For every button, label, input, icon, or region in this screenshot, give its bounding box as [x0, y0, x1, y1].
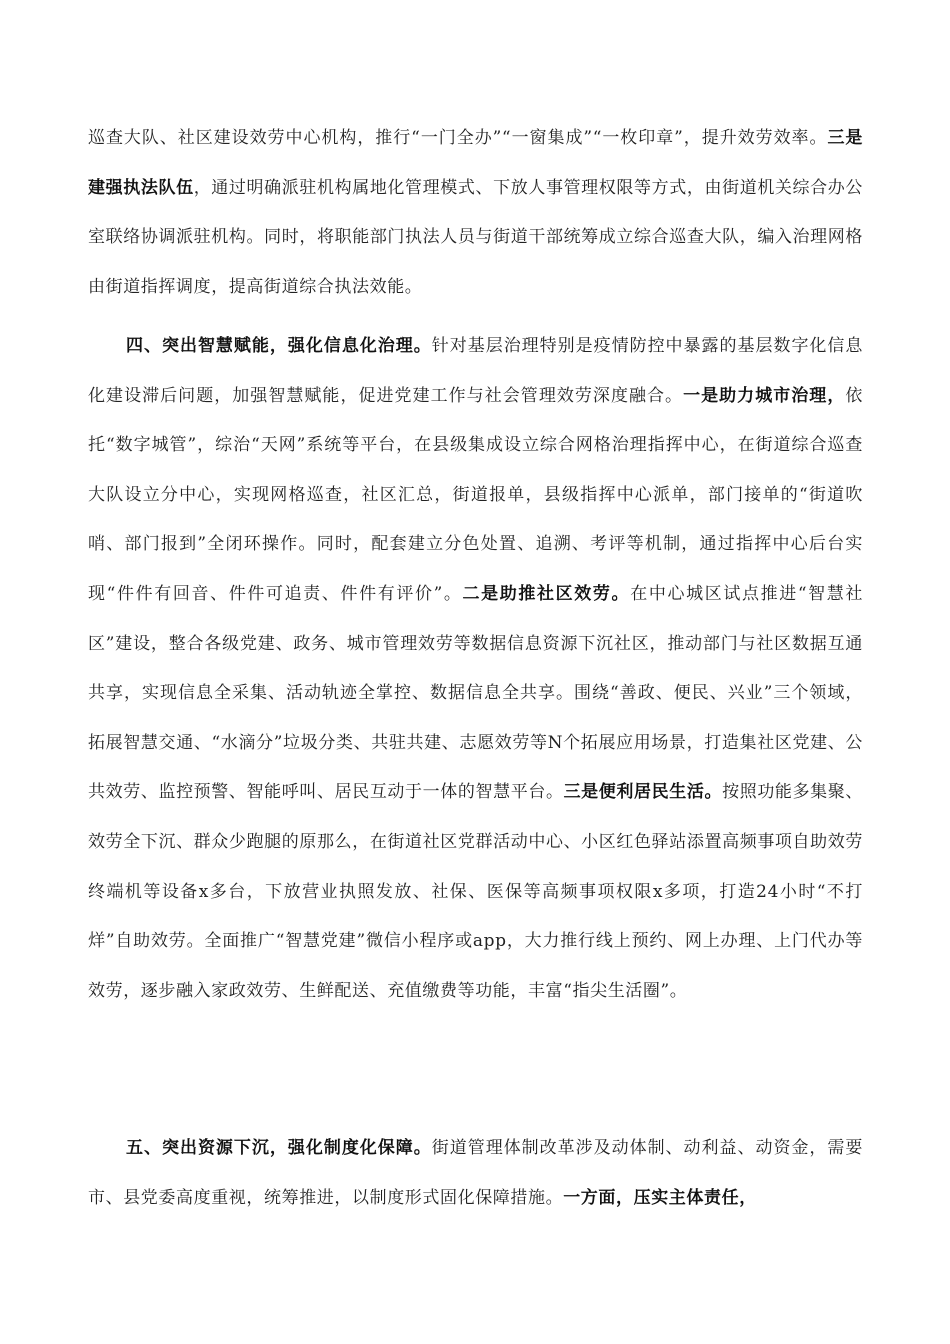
paragraph-text: 依托“数字城管”，综治“天网”系统等平台，在县级集成设立综合网格治理指挥中心，在街道综合巡查大队设立分中心，实现网格巡查，社区汇总，街道报单，县级指挥中心派单，部门接单的“街道吹哨、部门报到”全闭环操作。同时，配套建立分色处置、追溯、考评等机制，通过指挥中心后台实现“件件有回音、件件可追责、件件有评价”。: [88, 385, 863, 604]
bold-heading: 三是建强执法队伍: [88, 128, 864, 198]
paragraph-text: 针对基层治理特别是疫情防控中暴露的基层数字化信息化建设滞后问题，加强智慧赋能，促进党建工作与社会管理效劳深度融合。: [88, 336, 863, 406]
paragraph-text: ，通过明确派驻机构属地化管理模式、下放人事管理权限等方式，由街道机关综合办公室联络协调派驻机构。同时，将职能部门执法人员与街道干部统筹成立综合巡查大队，编入治理网格由街道指挥调度，提高街道综合执法效能。: [88, 177, 863, 297]
paragraph-smart-empowerment: [88, 322, 863, 1016]
section-heading: 四、突出智慧赋能，强化信息化治理。: [126, 336, 432, 356]
bold-heading: 三是便利居民生活。: [563, 782, 723, 803]
paragraph-text: 按照功能多集聚、效劳全下沉、群众少跑腿的原那么，在街道社区党群活动中心、小区红色驿站添置高频事项自助效劳终端机等设备x多台，下放营业执照发放、社保、医保等高频事项权限x多项，打造24小时“不打烊”自助效劳。全面推广“智慧党建”微信小程序或app，大力推行线上预约、网上办理、上门代办等效劳，逐步融入家政效劳、生鲜配送、充值缴费等功能，丰富“指尖生活圈”。: [88, 782, 863, 1001]
paragraph-text: 在中心城区试点推进“智慧社区”建设，整合各级党建、政务、城市管理效劳等数据信息资源下沉社区，推动部门与社区数据互通共享，实现信息全采集、活动轨迹全掌控、数据信息全共享。围绕“善政、便民、兴业”三个领域，拓展智慧交通、“水滴分”垃圾分类、共驻共建、志愿效劳等N个拓展应用场景，打造集社区党建、公共效劳、监控预警、智能呼叫、居民互动于一体的智慧平台。: [88, 583, 863, 803]
bold-heading: 二是助推社区效劳。: [462, 583, 631, 604]
section-heading: 五、突出资源下沉，强化制度化保障。: [126, 1138, 432, 1158]
bold-heading: 一方面，压实主体责任，: [563, 1187, 757, 1208]
bold-heading: 一是助力城市治理，: [683, 385, 846, 406]
paragraph-street-law-enforcement: [88, 114, 863, 312]
paragraph-text: 街道管理体制改革涉及动体制、动利益、动资金，需要市、县党委高度重视，统筹推进，以制度形式固化保障措施。: [88, 1138, 863, 1208]
paragraph-text: 巡查大队、社区建设效劳中心机构，推行“一门全办”“一窗集成”“一枚印章”，提升效劳效率。: [88, 128, 828, 148]
paragraph-resource-sinking: [88, 1124, 863, 1223]
